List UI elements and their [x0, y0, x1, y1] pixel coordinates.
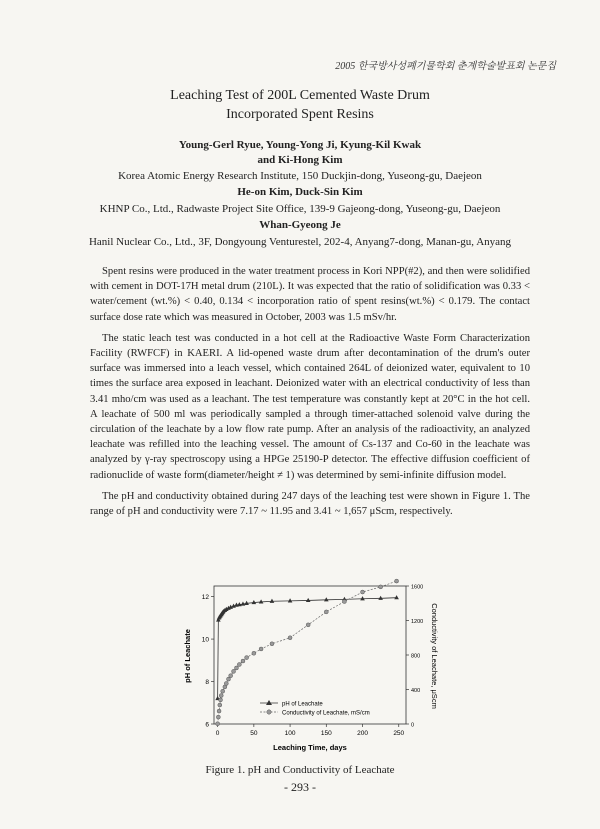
conductivity-point [361, 590, 365, 594]
conductivity-point [241, 659, 245, 663]
journal-header: 2005 한국방사성폐기물학회 춘계학술발표회 논문집 [335, 61, 556, 72]
ph-point [306, 598, 311, 602]
conductivity-point [395, 579, 399, 583]
conductivity-point [224, 681, 228, 685]
ph-conductivity-chart [170, 578, 450, 753]
x-tick-label: 200 [357, 730, 368, 737]
x-tick-label: 150 [320, 730, 332, 737]
author-group-3: Whan-Gyeong Je [259, 219, 341, 231]
author-group-1-line-2: and Ki-Hong Kim [257, 154, 343, 166]
figure-caption: Figure 1. pH and Conductivity of Leachate [205, 764, 395, 776]
affiliation-3: Hanil Nuclear Co., Ltd., 3F, Dongyoung Venturestel, 202-4, Anyang7-dong, Manan-gu, Anyang [88, 236, 512, 248]
ph-point [288, 598, 293, 602]
conductivity-point [342, 600, 346, 604]
figure-1 [170, 578, 450, 753]
x-tick-label: 50 [250, 730, 258, 737]
conductivity-point [306, 623, 310, 627]
y-tick-label: 8 [205, 678, 209, 686]
affiliation-2: KHNP Co., Ltd., Radwaste Project Site Office, 139-9 Gajeong-dong, Yuseong-gu, Daejeon [99, 203, 501, 215]
conductivity-point [219, 694, 223, 698]
conductivity-point [234, 666, 238, 670]
title-line-1: Leaching Test of 200L Cemented Waste Drum [170, 88, 430, 103]
y-tick-label: 12 [201, 593, 209, 601]
legend-conductivity: Conductivity of Leachate, mS/cm [282, 710, 370, 717]
y2-tick-label: 0 [411, 722, 415, 729]
y-tick-label: 6 [205, 721, 209, 729]
x-tick-label: 100 [284, 730, 296, 737]
conductivity-point [219, 698, 223, 702]
y-tick-label: 10 [201, 636, 209, 644]
conductivity-point [270, 642, 274, 646]
conductivity-point [216, 722, 220, 726]
legend-triangle-marker [266, 700, 272, 705]
author-group-1-line-1: Young-Gerl Ryue, Young-Yong Ji, Kyung-Kil Kwak [178, 139, 422, 151]
ph-point [378, 596, 383, 600]
y-axis-label: pH of Leachate [183, 629, 192, 683]
page-number: - 293 - [284, 780, 316, 794]
x-axis-label: Leaching Time, days [273, 743, 347, 752]
x-tick-label: 0 [215, 730, 220, 737]
paragraph-1: Spent resins were produced in the water treatment process in Kori NPP(#2), and then were solidified with cement in DOT-17H metal drum (210L). It was expected that the ratio of solidification was 0.33 < water/cement (wt.%) < 0.40, 0.134 < incorporation ratio of spent resins(wt.%) < 0.179. The contact surface dose rate which was measured in October, 2003 was 1.5 mSv/hr. [90, 266, 530, 323]
conductivity-point [229, 674, 233, 678]
ph-point [394, 595, 399, 599]
author-group-2: He-on Kim, Duck-Sin Kim [237, 186, 363, 198]
y2-tick-label: 400 [411, 687, 421, 694]
y2-tick-label: 1600 [411, 584, 424, 591]
conductivity-point [232, 669, 236, 673]
title-line-2: Incorporated Spent Resins [226, 107, 374, 122]
abstract-body [90, 264, 530, 525]
conductivity-point [217, 709, 221, 713]
conductivity-point [324, 610, 328, 614]
conductivity-point [237, 662, 241, 666]
conductivity-point [379, 585, 383, 589]
y2-axis-label: Conductivity of Leachate, μScm [430, 603, 439, 709]
y2-tick-label: 800 [411, 653, 421, 660]
conductivity-point [221, 689, 225, 693]
x-tick-label: 250 [393, 730, 405, 737]
conductivity-point [218, 703, 222, 707]
legend-circle-marker [267, 710, 271, 714]
ph-series-line [218, 598, 397, 699]
ph-point [259, 599, 264, 603]
paragraph-2: The static leach test was conducted in a hot cell at the Radioactive Waste Form Characterization Facility (RWFCF) in KAERI. A lid-opened waste drum after decontamination of the drum's outer surface was immersed into a leach vessel, which contained 264L of deionized water, equivalent to 10 times the surface area exposed in leachant. Deionized water with an electrical conductivity of less than 3.41 mho/cm was used as a leachant. The test temperature was constantly kept at 20°C in the hot cell. A leachate of 500 ml was periodically sampled a through timer-attached solenoid valve during the circulation of the leachate by a low flow rate pump. After an analysis of the radioactivity, an analyzed leachate was refilled into the leaching vessel. The amount of Cs-137 and Co-60 in the leachate was analyzed by γ-ray spectroscopy using a HPGe 25190-P detector. The effective diffusion coefficient of radionuclide of waste form(diameter/height ≠ 1) was determined by semi-infinite diffusion model. [90, 332, 530, 481]
conductivity-point [252, 651, 256, 655]
legend [260, 700, 370, 717]
paper-title [0, 86, 600, 124]
conductivity-point [288, 636, 292, 640]
y2-tick-label: 1200 [411, 618, 424, 625]
legend-ph: pH of Leachate [282, 701, 323, 708]
conductivity-point [259, 647, 263, 651]
ph-point [360, 596, 365, 600]
paragraph-3: The pH and conductivity obtained during 247 days of the leaching test were shown in Figure 1. The range of pH and conductivity were 7.17 ~ 11.95 and 3.41 ~ 1,657 μScm, respectively. [90, 490, 530, 518]
ph-point [324, 597, 329, 601]
affiliation-1: Korea Atomic Energy Research Institute, 150 Duckjin-dong, Yuseong-gu, Daejeon [118, 170, 482, 182]
conductivity-point [216, 715, 220, 719]
conductivity-point [245, 656, 249, 660]
ph-point [270, 599, 275, 603]
